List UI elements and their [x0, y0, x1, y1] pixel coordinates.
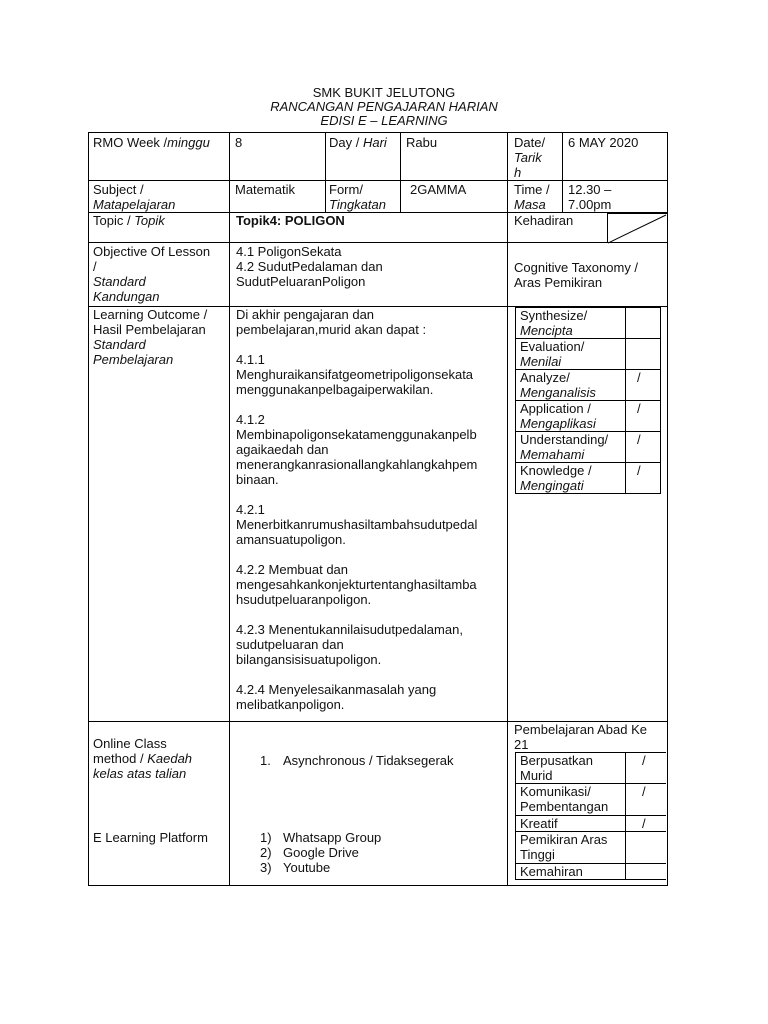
outcome-paragraph-6: 4.2.4 Menyelesaikanmasalah yang melibatkanpoligon.	[236, 682, 437, 712]
taxonomy-analyze-mark: /	[637, 370, 641, 385]
century-table	[515, 752, 666, 880]
plan-title: RANCANGAN PENGAJARAN HARIAN	[270, 99, 498, 114]
taxonomy-understanding-mark: /	[637, 432, 641, 447]
day-value: Rabu	[406, 135, 438, 150]
taxonomy-knowledge-mark: /	[637, 463, 641, 478]
week-label: RMO Week /minggu	[93, 135, 210, 150]
form-value: 2GAMMA	[410, 182, 467, 197]
taxonomy-synthesize: Synthesize/ Mencipta	[520, 308, 588, 338]
date-value: 6 MAY 2020	[568, 135, 639, 150]
attendance-label: Kehadiran	[514, 213, 574, 228]
outcome-content: Di akhir pengajaran dan pembelajaran,murid akan dapat : 4.1.1 Menghuraikansifatgeometripoligonsekata menggunakanpelbagaiperwakilan. 4.1.2 Membinapoligonsekatamenggunakanpelb agaikaedah dan menerangkanrasionallangkahlangkahpem binaan. 4.2.1 Menerbitkanrumushasiltambahsudutpedal amansuatupoligon. 4.2.2 Membuat dan mengesahkankonjekturtentanghasiltamba hsudutpeluaranpoligon. 4.2.3 Menentukannilaisudutpedalaman, sudutpeluaran dan bilangansisisuatupoligon. 4.2.4 Menyelesaikanmasalah yang melibatkanpoligon.	[236, 307, 478, 712]
platform-item: 3) Youtube	[260, 860, 331, 875]
method-item-number: 1.	[260, 753, 271, 768]
edition-label: EDISI E – LEARNING	[320, 113, 448, 128]
century-hots: Pemikiran Aras Tinggi	[520, 832, 608, 862]
attendance-diagonal	[608, 214, 668, 244]
century-skills: Kemahiran	[520, 864, 583, 879]
outcome-paragraph-2: 4.1.2 Membinapoligonsekatamenggunakanpelb agaikaedah dan menerangkanrasionallangkahlangkahpem binaan.	[236, 412, 478, 487]
taxonomy-table	[515, 307, 661, 494]
taxonomy-evaluation: Evaluation/ Menilai	[520, 339, 585, 369]
time-label: Time / Masa	[514, 182, 550, 212]
taxonomy-knowledge: Knowledge / Mengingati	[520, 463, 592, 493]
platform-list	[260, 830, 381, 875]
objective-label: Objective Of Lesson / Standard Kandungan	[93, 244, 211, 304]
week-value: 8	[235, 135, 243, 150]
century-communication: Komunikasi/ Pembentangan	[520, 784, 609, 814]
outcome-label: Learning Outcome / Hasil Pembelajaran Standard Pembelajaran	[93, 307, 208, 367]
lesson-plan-table	[88, 132, 668, 886]
outcome-paragraph-4: 4.2.2 Membuat dan mengesahkankonjekturtentanghasiltamba hsudutpeluaranpoligon.	[236, 562, 477, 607]
method-label: Online Class method / Kaedah kelas atas talian	[93, 736, 193, 781]
century-creative: Kreatif	[520, 816, 558, 831]
century-heading: Pembelajaran Abad Ke 21	[514, 722, 647, 752]
platform-item: 2) Google Drive	[260, 845, 359, 860]
subject-value: Matematik	[235, 182, 295, 197]
attendance-box	[607, 213, 667, 243]
platform-label: E Learning Platform	[93, 830, 208, 845]
objective-content: 4.1 PoligonSekata 4.2 SudutPedalaman dan SudutPeluaranPoligon	[236, 244, 383, 289]
century-student-centred-mark: /	[642, 753, 646, 768]
taxonomy-application-mark: /	[637, 401, 641, 416]
outcome-paragraph-1: 4.1.1 Menghuraikansifatgeometripoligonsekata menggunakanpelbagaiperwakilan.	[236, 352, 474, 397]
time-value: 12.30 – 7.00pm	[568, 182, 612, 212]
document-header	[0, 86, 768, 128]
taxonomy-understanding: Understanding/ Memahami	[520, 432, 609, 462]
century-creative-mark: /	[642, 816, 646, 831]
school-name: SMK BUKIT JELUTONG	[312, 85, 456, 100]
century-student-centred: Berpusatkan Murid	[520, 753, 593, 783]
taxonomy-analyze: Analyze/ Menganalisis	[520, 370, 596, 400]
method-item: 1. Asynchronous / Tidaksegerak	[260, 753, 454, 768]
century-communication-mark: /	[642, 784, 646, 799]
platform-item: 1) Whatsapp Group	[260, 830, 382, 845]
taxonomy-heading: Cognitive Taxonomy / Aras Pemikiran	[514, 260, 639, 290]
date-label: Date/ Tarik h	[514, 135, 546, 180]
subject-label: Subject / Matapelajaran	[93, 182, 176, 212]
outcome-paragraph-3: 4.2.1 Menerbitkanrumushasiltambahsudutpedal amansuatupoligon.	[236, 502, 478, 547]
topic-label: Topic / Topik	[93, 213, 165, 228]
outcome-paragraph-5: 4.2.3 Menentukannilaisudutpedalaman, sudutpeluaran dan bilangansisisuatupoligon.	[236, 622, 463, 667]
topic-value: Topik4: POLIGON	[236, 213, 345, 228]
form-label: Form/ Tingkatan	[329, 182, 386, 212]
taxonomy-application: Application / Mengaplikasi	[520, 401, 596, 431]
day-label: Day / Hari	[329, 135, 387, 150]
